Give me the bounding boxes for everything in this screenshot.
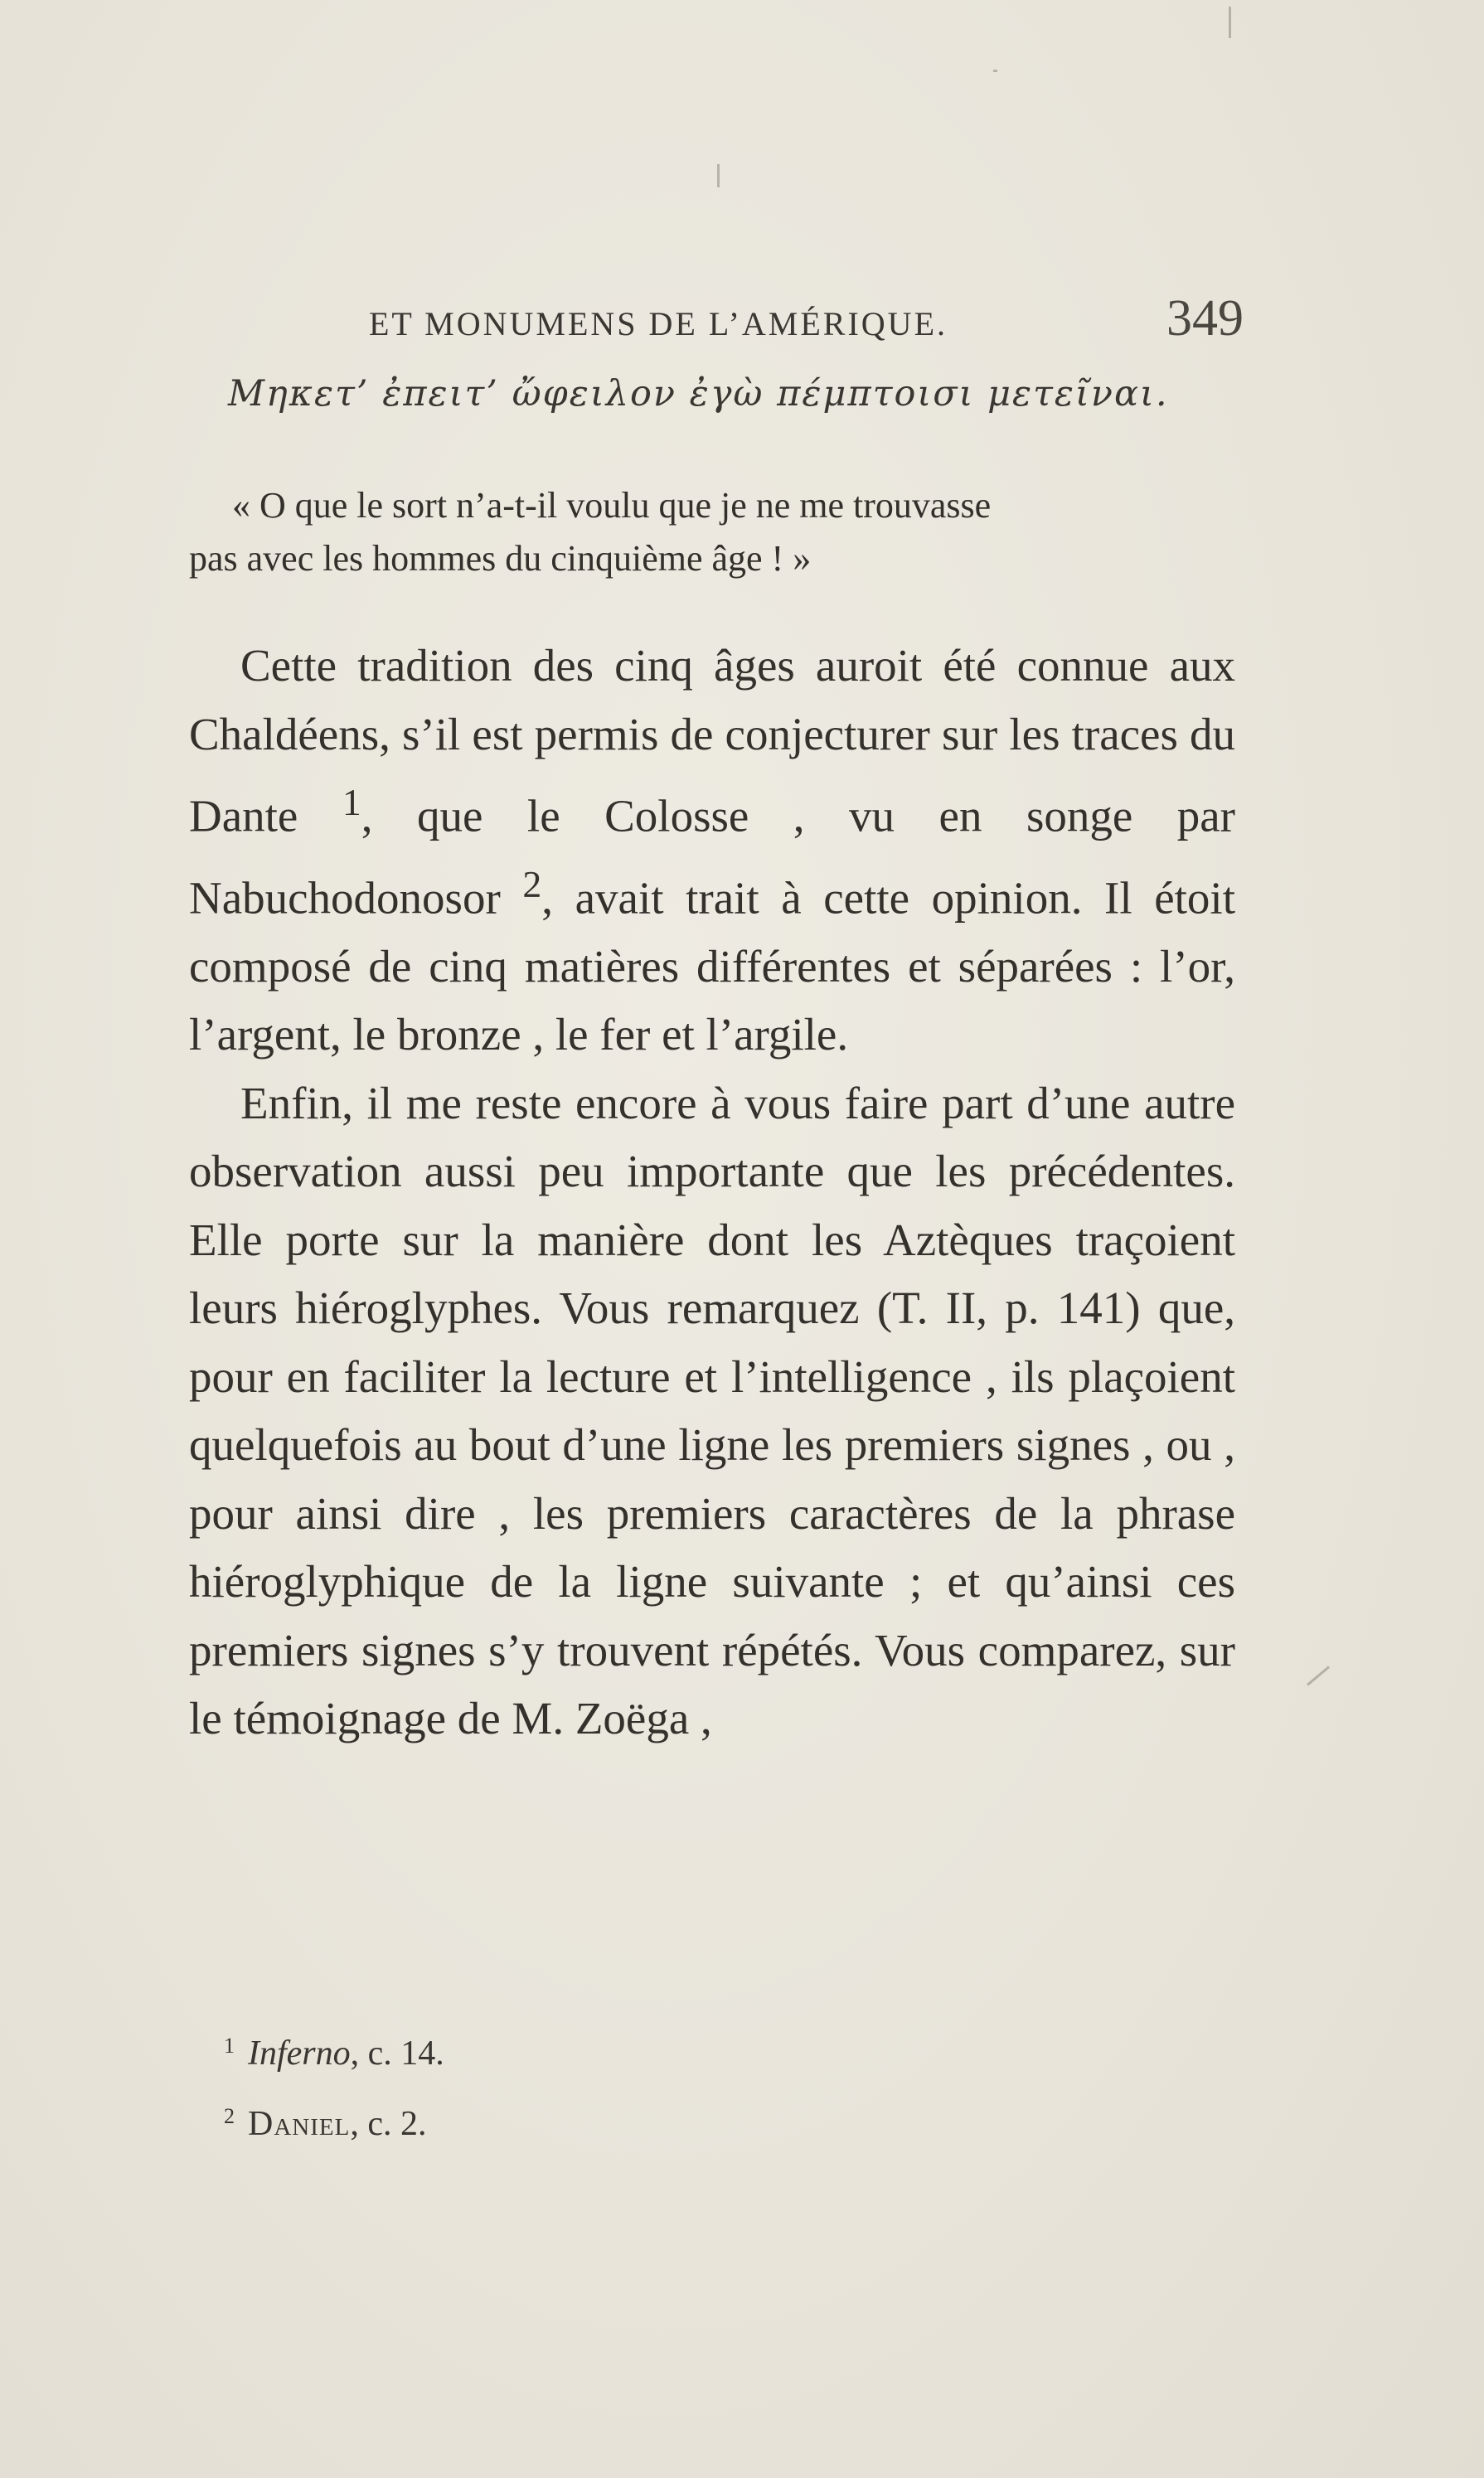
footnote-work: Daniel — [248, 2105, 351, 2143]
paper-speck — [1229, 7, 1231, 38]
footnote-mark: 1 — [224, 2034, 235, 2058]
paragraph: Enfin, il me reste encore à vous faire part d’une autre observation aussi peu importante que les précédentes. Elle porte sur la manière dont les Aztèques traçoient leurs hiéroglyphes. Vous remarquez (T. II, p. 141) que, pour en faciliter la lecture et l’intelligence , ils plaçoient quelquefois au bout d’une ligne les premiers signes , ou , pour ainsi dire , les premiers caractères de la phrase hiéroglyphique de la ligne suivante ; et qu’ainsi ces premiers signes s’y trouvent répétés. Vous comparez, sur le témoignage de M. Zoëga , — [189, 1077, 1235, 1744]
footnote-ref: , c. 2. — [350, 2105, 427, 2143]
page-header — [369, 290, 1244, 361]
paper-speck — [717, 164, 720, 187]
running-head: ET MONUMENS DE L’AMÉRIQUE. — [369, 305, 948, 342]
footnote-reference: 2 — [522, 862, 542, 905]
paragraph-text: Cette tradition des cinq âges auroit été connue aux Chaldéens, s’il est permis de conjecturer sur les traces du Dante — [189, 640, 1235, 841]
footnotes — [224, 2015, 970, 2156]
footnote-mark: 2 — [224, 2104, 235, 2128]
french-translation — [189, 479, 1238, 585]
translation-line: pas avec les hommes du cinquième âge ! » — [189, 538, 812, 579]
greek-quotation: Μηκετ’ ἐπειτ’ ὤφειλον ἐγὼ πέμπτοισι μετεῖναι. — [228, 373, 1169, 415]
translation-line: « O que le sort n’a-t-il voulu que je ne me trouvasse — [232, 485, 992, 526]
footnote-ref: , c. 14. — [350, 2034, 444, 2073]
paper-speck — [993, 70, 997, 72]
footnote — [224, 2015, 970, 2085]
paragraph-text: , que le Colosse , vu en songe par Nabuchodonosor — [189, 790, 1235, 924]
page-number: 349 — [1166, 290, 1244, 347]
paragraph-text: , avait trait à cette opinion. Il étoit composé de cinq matières différentes et séparées : l’or, l’argent, le bronze , le fer et l’argile. — [189, 872, 1235, 1060]
paragraph — [189, 632, 1235, 1069]
paper-speck — [1307, 1666, 1330, 1685]
footnote-reference: 1 — [342, 781, 361, 823]
footnote-work: Inferno — [248, 2034, 351, 2073]
footnote — [224, 2085, 970, 2156]
main-text — [189, 632, 1235, 1753]
